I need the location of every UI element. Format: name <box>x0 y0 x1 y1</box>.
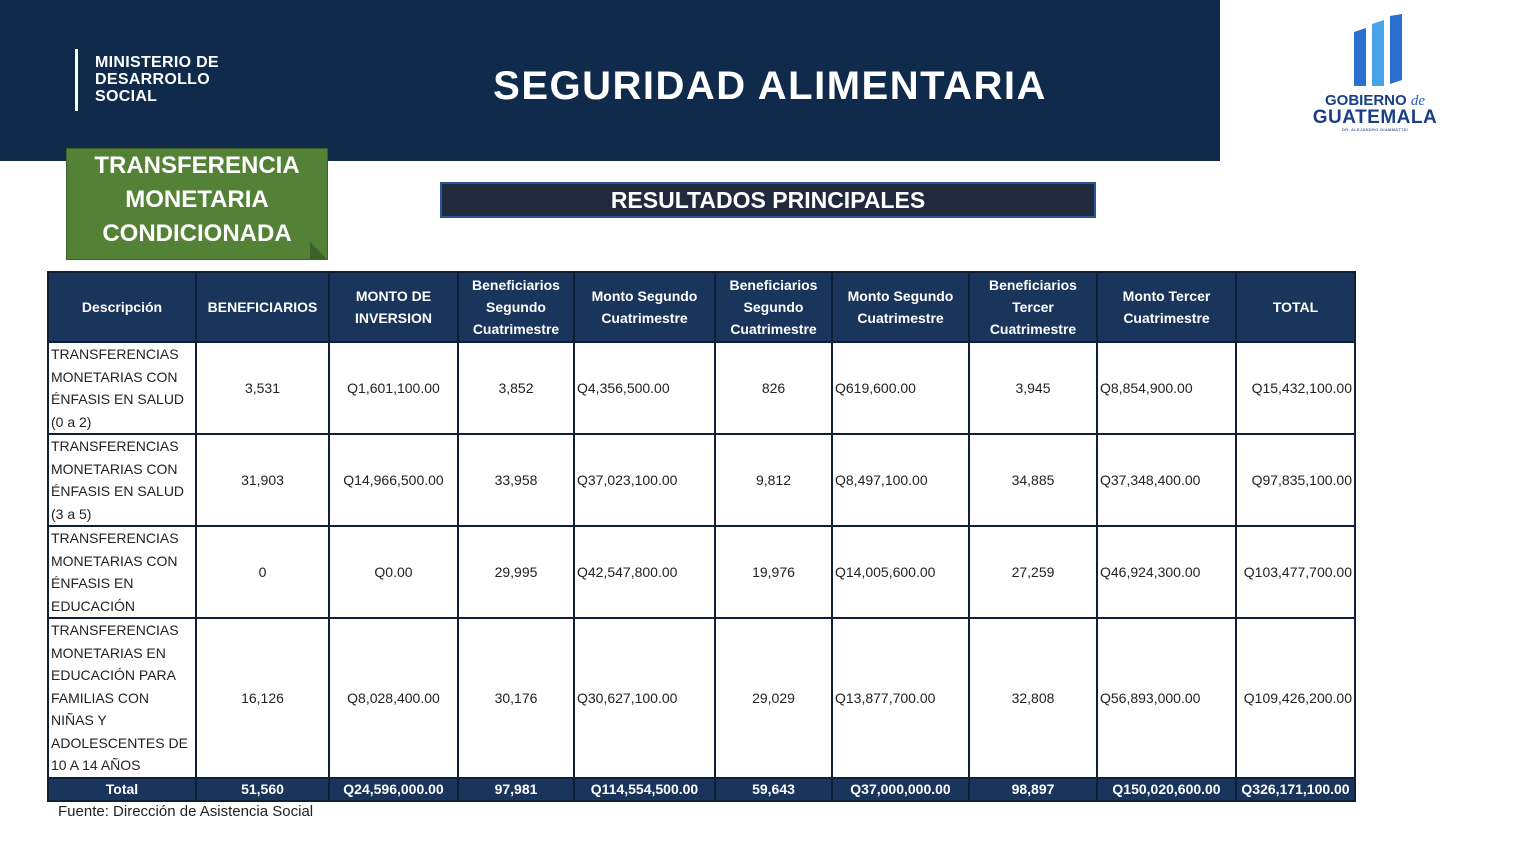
table-cell: 19,976 <box>715 526 832 618</box>
column-header: Monto Tercer Cuatrimestre <box>1097 272 1236 342</box>
section-title: RESULTADOS PRINCIPALES <box>440 182 1096 218</box>
table-cell: Q37,023,100.00 <box>574 434 715 526</box>
totals-label: Total <box>48 778 196 801</box>
totals-cell: 51,560 <box>196 778 329 801</box>
row-total: Q15,432,100.00 <box>1236 342 1355 434</box>
row-description: TRANSFERENCIAS MONETARIAS CON ÉNFASIS EN SALUD (3 a 5) <box>48 434 196 526</box>
table-cell: 31,903 <box>196 434 329 526</box>
flag-columns-icon <box>1310 14 1440 92</box>
ministry-line: DESARROLLO <box>95 71 210 88</box>
totals-cell: Q24,596,000.00 <box>329 778 458 801</box>
table-cell: Q42,547,800.00 <box>574 526 715 618</box>
table-cell: 27,259 <box>969 526 1097 618</box>
table-cell: Q8,028,400.00 <box>329 618 458 778</box>
column-header: BENEFICIARIOS <box>196 272 329 342</box>
table-cell: 9,812 <box>715 434 832 526</box>
table-cell: 33,958 <box>458 434 574 526</box>
badge-line: MONETARIA <box>125 186 269 213</box>
table-row <box>48 618 1355 778</box>
ministry-line: SOCIAL <box>95 88 158 105</box>
badge-line: TRANSFERENCIA <box>94 152 300 179</box>
table-cell: Q1,601,100.00 <box>329 342 458 434</box>
badge-fold <box>310 242 328 260</box>
table-cell: 30,176 <box>458 618 574 778</box>
gobierno-logo <box>1310 14 1440 134</box>
ministry-name <box>95 54 219 105</box>
totals-cell: Q37,000,000.00 <box>832 778 969 801</box>
column-header: Monto Segundo Cuatrimestre <box>832 272 969 342</box>
table-cell: Q8,497,100.00 <box>832 434 969 526</box>
table-cell: Q8,854,900.00 <box>1097 342 1236 434</box>
row-total: Q109,426,200.00 <box>1236 618 1355 778</box>
totals-cell: Q150,020,600.00 <box>1097 778 1236 801</box>
grand-total: Q326,171,100.00 <box>1236 778 1355 801</box>
table-cell: 3,945 <box>969 342 1097 434</box>
table-cell: 826 <box>715 342 832 434</box>
table-cell: Q14,005,600.00 <box>832 526 969 618</box>
table-cell: 29,995 <box>458 526 574 618</box>
table-cell: Q14,966,500.00 <box>329 434 458 526</box>
table-row <box>48 342 1355 434</box>
table-cell: 34,885 <box>969 434 1097 526</box>
ministry-divider <box>75 49 78 111</box>
table-cell: 32,808 <box>969 618 1097 778</box>
column-header: MONTO DE INVERSION <box>329 272 458 342</box>
logo-subtext: DR. ALEJANDRO GIAMMATTEI <box>1341 127 1409 132</box>
row-total: Q97,835,100.00 <box>1236 434 1355 526</box>
totals-cell: 98,897 <box>969 778 1097 801</box>
table-cell: Q56,893,000.00 <box>1097 618 1236 778</box>
logo-text: GOBIERNO <box>1324 92 1407 109</box>
badge-line: CONDICIONADA <box>102 220 292 247</box>
table-cell: Q4,356,500.00 <box>574 342 715 434</box>
source-note: Fuente: Dirección de Asistencia Social <box>58 803 314 820</box>
table-cell: 3,852 <box>458 342 574 434</box>
program-badge <box>66 148 328 260</box>
table-cell: 0 <box>196 526 329 618</box>
row-total: Q103,477,700.00 <box>1236 526 1355 618</box>
column-header: Beneficiarios Tercer Cuatrimestre <box>969 272 1097 342</box>
row-description: TRANSFERENCIAS MONETARIAS EN EDUCACIÓN PARA FAMILIAS CON NIÑAS Y ADOLESCENTES DE 10 A 14 AÑOS <box>48 618 196 778</box>
column-header: Descripción <box>48 272 196 342</box>
row-description: TRANSFERENCIAS MONETARIAS CON ÉNFASIS EN EDUCACIÓN <box>48 526 196 618</box>
logo-text: GUATEMALA <box>1312 107 1438 128</box>
totals-cell: 59,643 <box>715 778 832 801</box>
column-header: Monto Segundo Cuatrimestre <box>574 272 715 342</box>
totals-cell: Q114,554,500.00 <box>574 778 715 801</box>
header-banner <box>0 0 1220 161</box>
table-cell: 29,029 <box>715 618 832 778</box>
table-cell: Q46,924,300.00 <box>1097 526 1236 618</box>
table-row <box>48 434 1355 526</box>
page-title: SEGURIDAD ALIMENTARIA <box>493 64 1047 108</box>
totals-cell: 97,981 <box>458 778 574 801</box>
table-cell: Q13,877,700.00 <box>832 618 969 778</box>
table-cell: Q37,348,400.00 <box>1097 434 1236 526</box>
table-cell: 16,126 <box>196 618 329 778</box>
results-table <box>47 271 1356 802</box>
table-cell: Q619,600.00 <box>832 342 969 434</box>
table-cell: Q30,627,100.00 <box>574 618 715 778</box>
table-cell: 3,531 <box>196 342 329 434</box>
totals-row <box>48 778 1355 801</box>
column-header: Beneficiarios Segundo Cuatrimestre <box>715 272 832 342</box>
ministry-line: MINISTERIO DE <box>95 54 219 71</box>
column-header: TOTAL <box>1236 272 1355 342</box>
table-header-row <box>48 272 1355 342</box>
column-header: Beneficiarios Segundo Cuatrimestre <box>458 272 574 342</box>
table-row <box>48 526 1355 618</box>
logo-text: de <box>1410 93 1426 109</box>
row-description: TRANSFERENCIAS MONETARIAS CON ÉNFASIS EN SALUD (0 a 2) <box>48 342 196 434</box>
table-cell: Q0.00 <box>329 526 458 618</box>
